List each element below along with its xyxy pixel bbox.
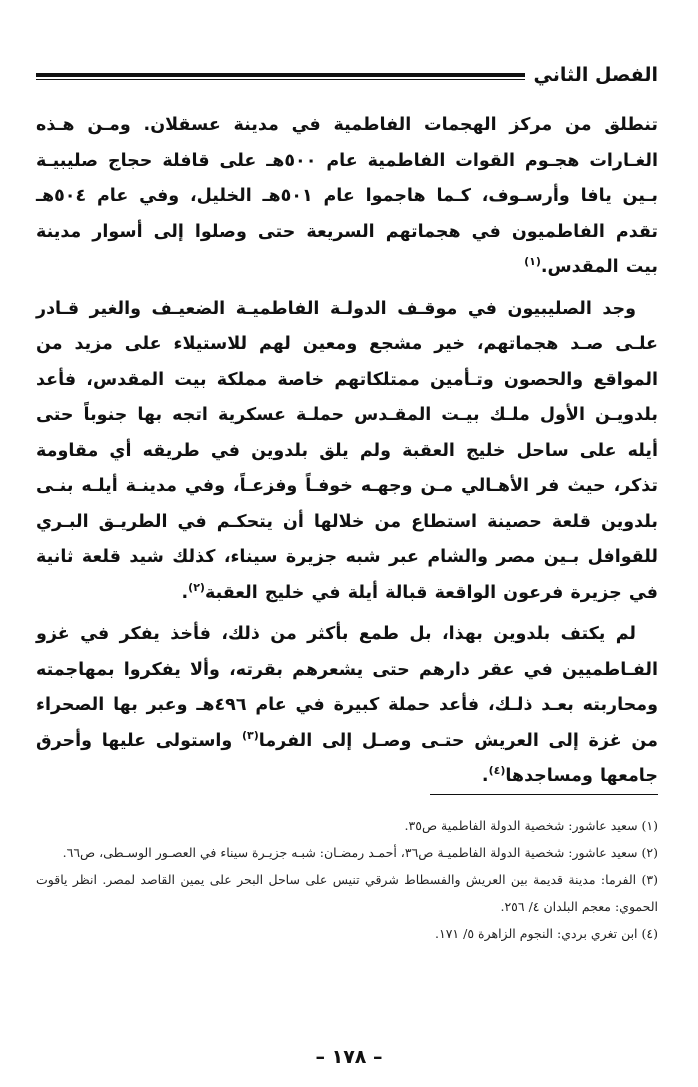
footnote-ref-4: (٤) (488, 764, 506, 778)
page-header (36, 58, 658, 92)
paragraph-3-text-cont: واستولى عليها وأحرق جامعها ومساجدها (36, 730, 658, 786)
footnotes (36, 812, 658, 947)
paragraph-1 (36, 108, 658, 286)
paragraph-3-end: . (481, 766, 489, 786)
footnote-3: (٣) الفرما: مدينة قديمة بين العريش والفسطاط شرقي تنيس على ساحل البحر على يمين القاصد لمصر. انظر ياقوت الحموي: معجم البلدان ٤/ ٢٥٦. (36, 872, 658, 914)
paragraph-2 (36, 292, 658, 612)
page-number: – ١٧٨ – (315, 1046, 383, 1068)
paragraph-3 (36, 617, 658, 795)
footnote-4: (٤) ابن تغري بردي: النجوم الزاهرة ٥/ ١٧١. (435, 926, 658, 941)
footnote-2: (٢) سعيد عاشور: شخصية الدولة الفاطميـة ص٣٦، أحمـد رمضـان: شبـه جزيـرة سيناء في العصـور الوسـطى، ص٦٦. (62, 845, 658, 860)
chapter-title: الفصل الثاني (533, 64, 658, 86)
footnote-1: (١) سعيد عاشور: شخصية الدولة الفاطمية ص٣٥. (404, 818, 658, 833)
footnote-ref-2: (٢) (188, 580, 205, 594)
header-rule (36, 73, 525, 80)
footnote-separator (430, 794, 658, 795)
paragraph-2-end: . (181, 582, 189, 603)
paragraph-1-text: تنطلق من مركز الهجمات الفاطمية في مدينة عسقلان. ومـن هـذه الغـارات هجـوم القوات الفاطمية عام ٥٠٠هـ على قافلة حجاج صليبيـة بـين يافا وأرسـوف، كـما هاجموا عام ٥٠١هـ الخليل، وفي عام ٥٠٤هـ تقدم الفاطميون في هجماتهم السريعة حتى وصلوا إلى أسوار مدينة بيت المقدس. (36, 115, 659, 277)
body-text (36, 108, 658, 801)
footnote-ref-3: (٣) (242, 728, 259, 742)
footnote-ref-1: (١) (524, 255, 541, 269)
paragraph-3-text: لم يكتف بلدوين بهذا، بل طمع بأكثر من ذلك، فأخذ يفكر في غزو الفـاطميين في عقر دارهم حتى يشعرهم بقرته، وألا يفكروا بمهاجمته ومحاربته بعـد ذلـك، فأعد حملة كبيرة في عام ٤٩٦هـ وعبر بها الصحراء من غزة إلى العريش حتـى وصـل إلى الفرما (36, 624, 658, 751)
paragraph-2-text: وجد الصليبيون في موقـف الدولـة الفاطميـة الضعيـف والغير قـادر علـى صـد هجماتهم، خير مشجع ومعين لهم للاستيلاء على مزيد من المواقع والحصون وتـأمين ممتلكاتهم خاصة مملكة بيت المقدس، فأعد بلدويـن الأول ملـك بيـت المقـدس حملـة عسكرية اتجه بها جنوباً حتى أيله على ساحل خليج العقبة ولم يلق بلدوين في طريقه أي مقاومة تذكر، حيث فر الأهـالي مـن وجهـه خوفـاً وفزعـاً، وفي مدينـة أيلـه بنـى بلدوين قلعة حصينة استطاع من خلالها أن يتحكـم في الطريـق البـري للقوافل بـين مصر والشام عبر شبه جزيرة سيناء، كذلك شيد قلعة ثانية في جزيرة فرعون الواقعة قبالة أيلة في خليج العقبة (36, 298, 658, 603)
